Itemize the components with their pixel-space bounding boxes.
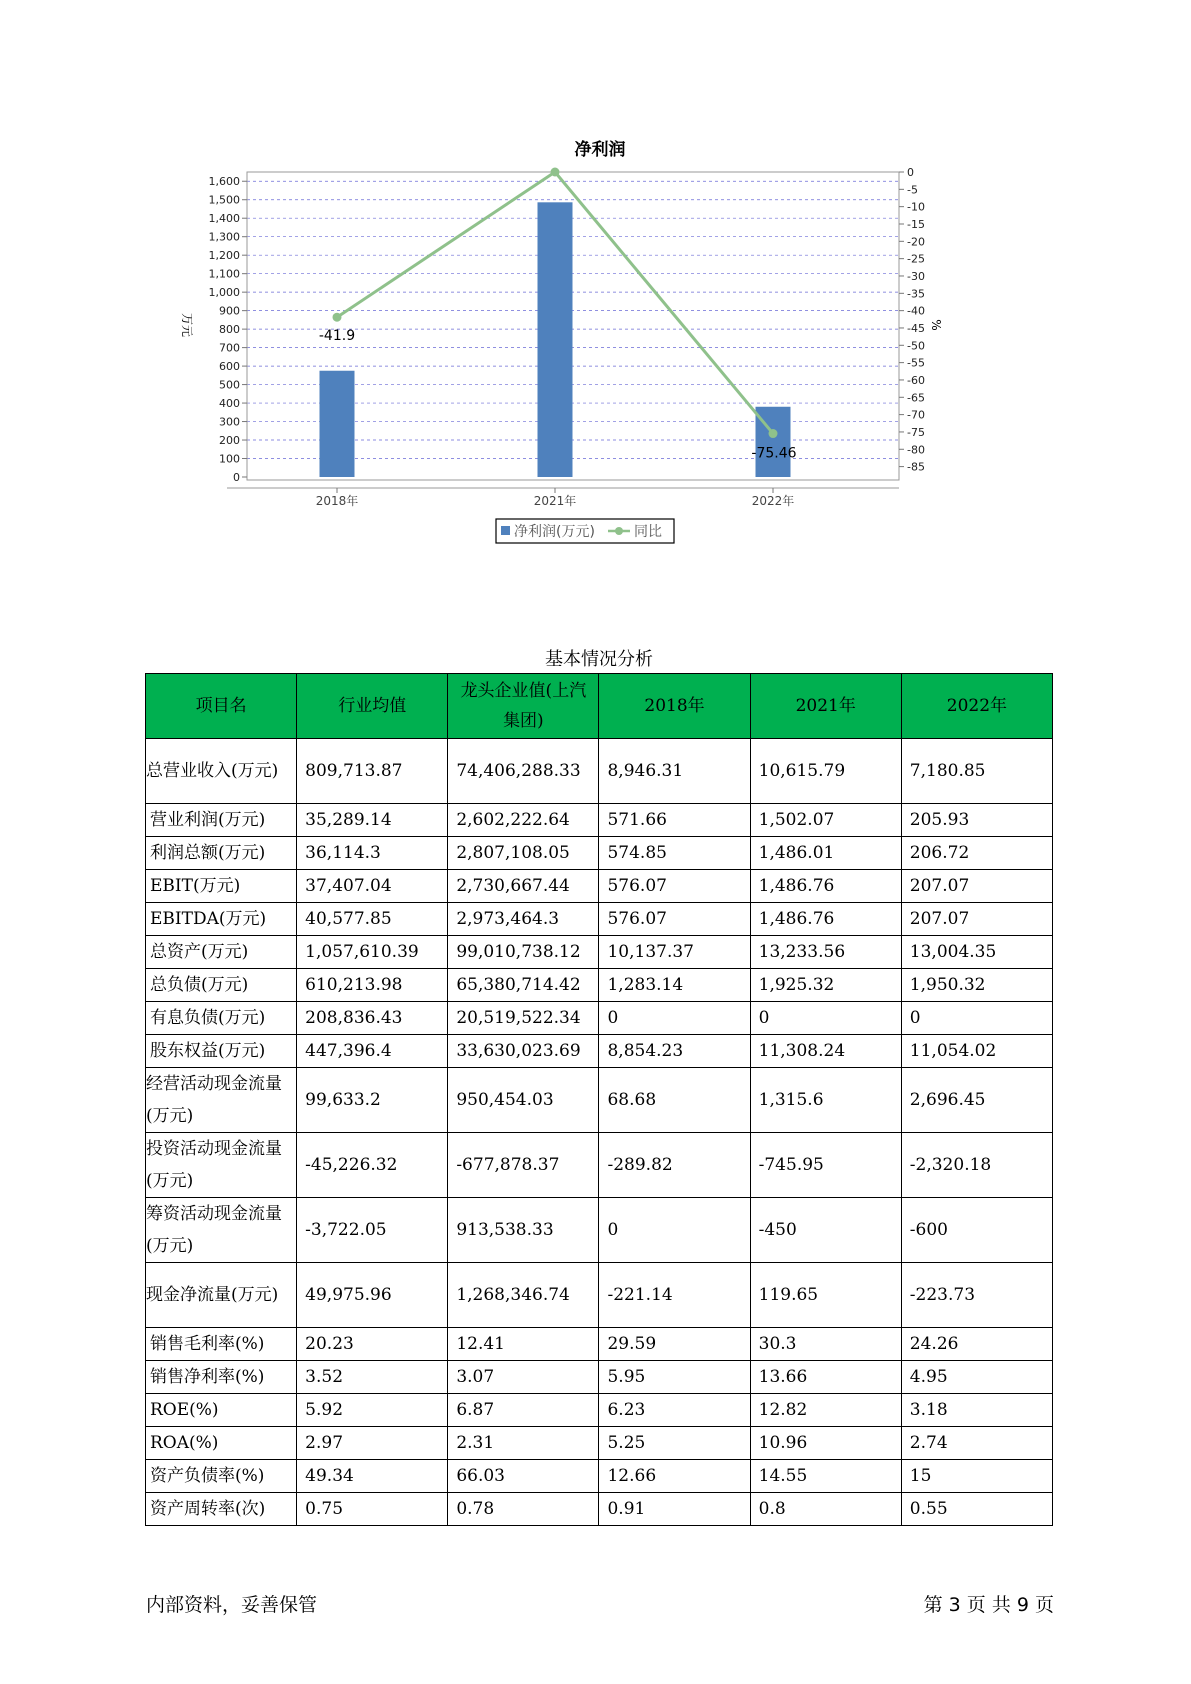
row-value-cell: -745.95 <box>750 1133 901 1198</box>
y-right-tick-label: -65 <box>907 391 925 405</box>
y-right-tick-label: -35 <box>907 287 925 301</box>
y-left-tick-label: 0 <box>233 471 240 484</box>
row-item-name: ROE(%) <box>146 1394 297 1427</box>
row-value-cell: 29.59 <box>599 1328 750 1361</box>
footer-page-number: 第 3 页 共 9 页 <box>923 1594 1054 1616</box>
y-left-tick-label: 1,600 <box>208 175 240 189</box>
row-value-cell: 208,836.43 <box>297 1002 448 1035</box>
y-left-tick-label: 500 <box>219 378 240 392</box>
row-value-cell: 5.92 <box>297 1394 448 1427</box>
row-value-cell: 1,283.14 <box>599 969 750 1002</box>
row-value-cell: 5.25 <box>599 1427 750 1460</box>
row-value-cell: 20,519,522.34 <box>448 1002 599 1035</box>
row-value-cell: -600 <box>901 1198 1052 1263</box>
row-value-cell: 12.66 <box>599 1460 750 1493</box>
row-value-cell: -3,722.05 <box>297 1198 448 1263</box>
row-value-cell: -223.73 <box>901 1263 1052 1328</box>
row-value-cell: 36,114.3 <box>297 837 448 870</box>
y-left-tick-label: 1,100 <box>208 267 240 281</box>
y-left-tick-label: 400 <box>219 397 240 411</box>
table-caption: 基本情况分析 <box>545 649 653 670</box>
row-value-cell: 2,696.45 <box>901 1068 1052 1133</box>
y-right-tick-label: -5 <box>907 183 918 197</box>
y-right-tick-label: -85 <box>907 460 925 474</box>
table-row <box>146 1068 1053 1133</box>
y-left-tick-label: 600 <box>219 360 240 374</box>
footer-confidential-note: 内部资料，妥善保管 <box>146 1594 318 1616</box>
row-value-cell: 49,975.96 <box>297 1263 448 1328</box>
table-row <box>146 837 1053 870</box>
table-row <box>146 1328 1053 1361</box>
row-value-cell: 33,630,023.69 <box>448 1035 599 1068</box>
row-value-cell: -221.14 <box>599 1263 750 1328</box>
legend-bar-label: 净利润(万元) <box>514 524 595 540</box>
header-leader-value: 龙头企业值(上汽集团) <box>448 674 599 739</box>
table-row <box>146 870 1053 903</box>
y-left-tick-label: 100 <box>219 452 240 466</box>
row-value-cell: 950,454.03 <box>448 1068 599 1133</box>
basic-analysis-table <box>145 673 1053 1526</box>
table-row <box>146 969 1053 1002</box>
row-value-cell: 206.72 <box>901 837 1052 870</box>
row-value-cell: 13,004.35 <box>901 936 1052 969</box>
row-item-name: 有息负债(万元) <box>146 1002 297 1035</box>
y-axis-left-ticks <box>209 175 248 484</box>
row-value-cell: 0.8 <box>750 1493 901 1526</box>
y-left-tick-label: 900 <box>219 304 240 318</box>
row-value-cell: 3.07 <box>448 1361 599 1394</box>
table-row <box>146 936 1053 969</box>
row-value-cell: 574.85 <box>599 837 750 870</box>
row-value-cell: 0 <box>599 1002 750 1035</box>
table-row <box>146 1035 1053 1068</box>
row-value-cell: 2.74 <box>901 1427 1052 1460</box>
row-value-cell: 1,486.76 <box>750 870 901 903</box>
yoy-point <box>769 429 778 438</box>
row-item-name: EBITDA(万元) <box>146 903 297 936</box>
row-value-cell: 0.91 <box>599 1493 750 1526</box>
row-value-cell: 2,973,464.3 <box>448 903 599 936</box>
y-right-tick-label: -40 <box>907 304 925 318</box>
row-value-cell: 99,010,738.12 <box>448 936 599 969</box>
net-profit-bar <box>538 202 573 477</box>
row-value-cell: 12.41 <box>448 1328 599 1361</box>
x-axis-ticks <box>316 488 795 508</box>
row-value-cell: 576.07 <box>599 903 750 936</box>
y-left-tick-label: 200 <box>219 434 240 448</box>
row-value-cell: 6.87 <box>448 1394 599 1427</box>
row-value-cell: -677,878.37 <box>448 1133 599 1198</box>
row-value-cell: 119.65 <box>750 1263 901 1328</box>
y-right-tick-label: -80 <box>907 443 925 457</box>
bar-series <box>320 202 791 477</box>
row-value-cell: 207.07 <box>901 903 1052 936</box>
row-value-cell: 3.52 <box>297 1361 448 1394</box>
y-left-tick-label: 1,400 <box>208 212 240 226</box>
y-right-tick-label: -45 <box>907 321 925 335</box>
table-row <box>146 1133 1053 1198</box>
row-value-cell: 1,268,346.74 <box>448 1263 599 1328</box>
table-row <box>146 1198 1053 1263</box>
x-tick-label: 2022年 <box>751 494 795 508</box>
row-item-name: 股东权益(万元) <box>146 1035 297 1068</box>
legend-line-label: 同比 <box>634 524 662 540</box>
header-item-name: 项目名 <box>146 674 297 739</box>
row-value-cell: 809,713.87 <box>297 739 448 804</box>
header-2022: 2022年 <box>901 674 1052 739</box>
y-left-tick-label: 1,200 <box>208 249 240 263</box>
row-value-cell: 11,308.24 <box>750 1035 901 1068</box>
row-value-cell: 4.95 <box>901 1361 1052 1394</box>
row-value-cell: 1,486.76 <box>750 903 901 936</box>
row-item-name: 资产负债率(%) <box>146 1460 297 1493</box>
legend-line-marker <box>615 527 623 535</box>
row-value-cell: 2.97 <box>297 1427 448 1460</box>
row-value-cell: 207.07 <box>901 870 1052 903</box>
row-value-cell: 74,406,288.33 <box>448 739 599 804</box>
row-item-name: 现金净流量(万元) <box>146 1263 297 1328</box>
chart-title: 净利润 <box>574 140 626 160</box>
row-value-cell: 0 <box>599 1198 750 1263</box>
table-row <box>146 739 1053 804</box>
row-value-cell: 20.23 <box>297 1328 448 1361</box>
row-value-cell: -289.82 <box>599 1133 750 1198</box>
row-item-name: 销售毛利率(%) <box>146 1328 297 1361</box>
yoy-data-label: -41.9 <box>318 328 356 345</box>
row-item-name: 经营活动现金流量(万元) <box>146 1068 297 1133</box>
y-left-tick-label: 1,000 <box>208 286 240 300</box>
row-value-cell: 2,602,222.64 <box>448 804 599 837</box>
row-item-name: 总负债(万元) <box>146 969 297 1002</box>
row-value-cell: 571.66 <box>599 804 750 837</box>
row-value-cell: 0.75 <box>297 1493 448 1526</box>
y-right-tick-label: -50 <box>907 339 925 353</box>
row-value-cell: 8,946.31 <box>599 739 750 804</box>
row-value-cell: 13,233.56 <box>750 936 901 969</box>
row-value-cell: 1,950.32 <box>901 969 1052 1002</box>
row-value-cell: 576.07 <box>599 870 750 903</box>
y-right-tick-label: -25 <box>907 252 925 266</box>
header-2021: 2021年 <box>750 674 901 739</box>
row-value-cell: 913,538.33 <box>448 1198 599 1263</box>
row-value-cell: 10,137.37 <box>599 936 750 969</box>
y-left-tick-label: 800 <box>219 323 240 337</box>
yoy-data-label: -75.46 <box>751 445 797 462</box>
header-2018: 2018年 <box>599 674 750 739</box>
row-value-cell: 10,615.79 <box>750 739 901 804</box>
row-value-cell: 10.96 <box>750 1427 901 1460</box>
row-item-name: 总营业收入(万元) <box>146 739 297 804</box>
row-value-cell: 0 <box>901 1002 1052 1035</box>
row-value-cell: 99,633.2 <box>297 1068 448 1133</box>
table-row <box>146 1460 1053 1493</box>
row-value-cell: 1,315.6 <box>750 1068 901 1133</box>
row-value-cell: 0.78 <box>448 1493 599 1526</box>
row-value-cell: 1,502.07 <box>750 804 901 837</box>
table-header-row <box>146 674 1053 739</box>
yoy-point <box>551 168 560 177</box>
y-right-tick-label: 0 <box>907 166 914 179</box>
row-item-name: EBIT(万元) <box>146 870 297 903</box>
table-row <box>146 1394 1053 1427</box>
y-right-tick-label: -15 <box>907 217 925 231</box>
row-value-cell: 610,213.98 <box>297 969 448 1002</box>
legend-bar-swatch <box>501 526 510 535</box>
row-item-name: 资产周转率(次) <box>146 1493 297 1526</box>
y-axis-right-label: % <box>929 319 943 331</box>
row-value-cell: 3.18 <box>901 1394 1052 1427</box>
y-left-tick-label: 700 <box>219 341 240 355</box>
y-right-tick-label: -75 <box>907 425 925 439</box>
row-value-cell: 40,577.85 <box>297 903 448 936</box>
row-value-cell: 1,486.01 <box>750 837 901 870</box>
row-value-cell: 13.66 <box>750 1361 901 1394</box>
row-item-name: 投资活动现金流量(万元) <box>146 1133 297 1198</box>
row-value-cell: 68.68 <box>599 1068 750 1133</box>
y-right-tick-label: -55 <box>907 356 925 370</box>
row-value-cell: 2.31 <box>448 1427 599 1460</box>
row-item-name: 销售净利率(%) <box>146 1361 297 1394</box>
row-value-cell: 5.95 <box>599 1361 750 1394</box>
row-value-cell: 66.03 <box>448 1460 599 1493</box>
y-right-tick-label: -10 <box>907 200 925 214</box>
row-value-cell: 11,054.02 <box>901 1035 1052 1068</box>
y-axis-right-ticks <box>899 166 925 474</box>
row-value-cell: 0 <box>750 1002 901 1035</box>
row-item-name: 利润总额(万元) <box>146 837 297 870</box>
y-right-tick-label: -20 <box>907 235 925 249</box>
row-value-cell: 65,380,714.42 <box>448 969 599 1002</box>
table-row <box>146 1427 1053 1460</box>
row-value-cell: 12.82 <box>750 1394 901 1427</box>
row-value-cell: 447,396.4 <box>297 1035 448 1068</box>
row-item-name: ROA(%) <box>146 1427 297 1460</box>
row-value-cell: 15 <box>901 1460 1052 1493</box>
row-value-cell: 7,180.85 <box>901 739 1052 804</box>
net-profit-bar <box>320 371 355 477</box>
table-row <box>146 1002 1053 1035</box>
row-item-name: 筹资活动现金流量(万元) <box>146 1198 297 1263</box>
yoy-point <box>333 313 342 322</box>
y-left-tick-label: 300 <box>219 415 240 429</box>
table-row <box>146 1263 1053 1328</box>
table-row <box>146 804 1053 837</box>
row-item-name: 营业利润(万元) <box>146 804 297 837</box>
row-value-cell: 14.55 <box>750 1460 901 1493</box>
row-value-cell: 30.3 <box>750 1328 901 1361</box>
row-value-cell: 37,407.04 <box>297 870 448 903</box>
table-row <box>146 903 1053 936</box>
y-right-tick-label: -60 <box>907 373 925 387</box>
row-value-cell: 2,730,667.44 <box>448 870 599 903</box>
row-item-name: 总资产(万元) <box>146 936 297 969</box>
y-left-tick-label: 1,500 <box>208 193 240 207</box>
table-row <box>146 1493 1053 1526</box>
row-value-cell: 24.26 <box>901 1328 1052 1361</box>
row-value-cell: 8,854.23 <box>599 1035 750 1068</box>
y-right-tick-label: -30 <box>907 269 925 283</box>
row-value-cell: 49.34 <box>297 1460 448 1493</box>
row-value-cell: -450 <box>750 1198 901 1263</box>
row-value-cell: 205.93 <box>901 804 1052 837</box>
row-value-cell: 6.23 <box>599 1394 750 1427</box>
chart-legend <box>496 519 674 543</box>
row-value-cell: 1,925.32 <box>750 969 901 1002</box>
row-value-cell: 0.55 <box>901 1493 1052 1526</box>
row-value-cell: 1,057,610.39 <box>297 936 448 969</box>
row-value-cell: -45,226.32 <box>297 1133 448 1198</box>
net-profit-chart <box>170 130 1020 600</box>
table-row <box>146 1361 1053 1394</box>
row-value-cell: 2,807,108.05 <box>448 837 599 870</box>
y-left-tick-label: 1,300 <box>208 230 240 244</box>
x-tick-label: 2018年 <box>315 494 359 508</box>
x-tick-label: 2021年 <box>533 494 577 508</box>
y-right-tick-label: -70 <box>907 408 925 422</box>
header-industry-avg: 行业均值 <box>297 674 448 739</box>
y-axis-left-label: 万元 <box>180 312 194 338</box>
row-value-cell: -2,320.18 <box>901 1133 1052 1198</box>
row-value-cell: 35,289.14 <box>297 804 448 837</box>
